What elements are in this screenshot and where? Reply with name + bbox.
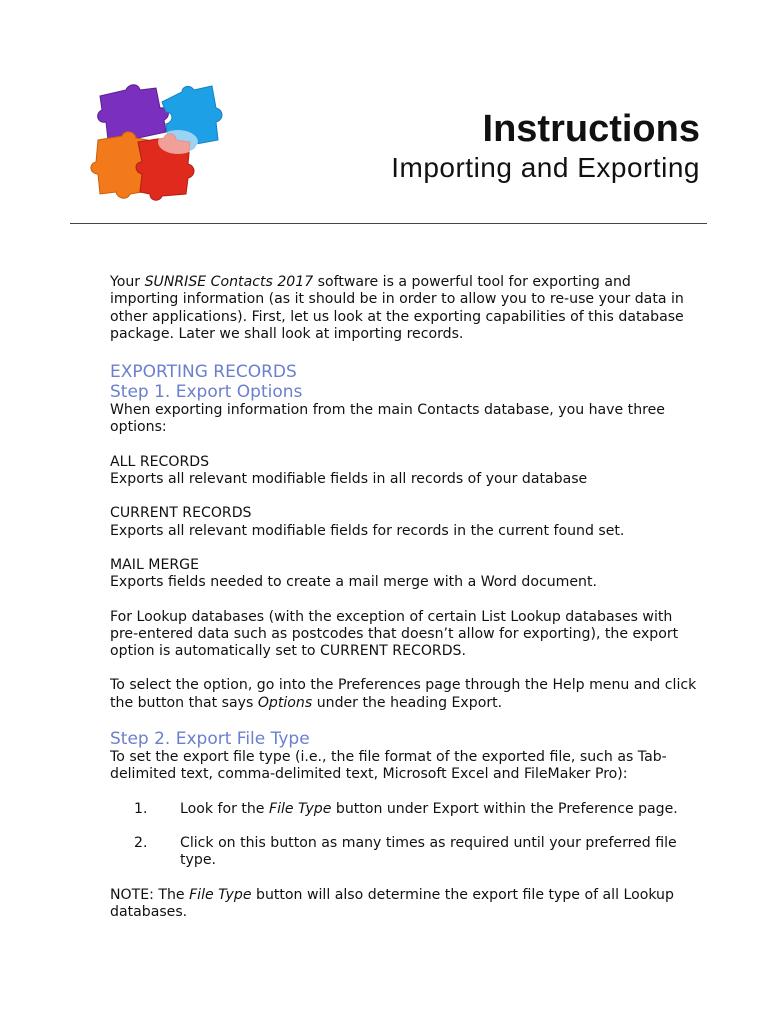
option-desc: Exports all relevant modifiable fields for records in the current found set.	[110, 522, 625, 539]
select-option-paragraph: To select the option, go into the Preferences page through the Help menu and click the button that says Options under the heading Export.	[110, 677, 697, 711]
intro-paragraph: Your SUNRISE Contacts 2017 software is a powerful tool for exporting and importing information (as it should be in order to allow you to re-use your data in other applications). First, let us look at the exporting capabilities of this database package. Later we shall look at importing records.	[110, 274, 684, 342]
list-item: 2. Click on this button as many times as required until your preferred file type.	[110, 835, 700, 870]
file-type-note: NOTE: The File Type button will also determine the export file type of all Lookup databases.	[110, 886, 674, 920]
page-subtitle: Importing and Exporting	[391, 152, 700, 183]
step1-heading: Step 1. Export Options	[110, 382, 303, 403]
lookup-note: For Lookup databases (with the exception of certain List Lookup databases with pre-entered data such as postcodes that doesn’t allow for exporting), the export option is automatically set to CURRENT RECORDS.	[110, 608, 679, 660]
exporting-heading: EXPORTING RECORDS	[110, 362, 297, 383]
option-name: CURRENT RECORDS	[110, 505, 252, 522]
option-name: MAIL MERGE	[110, 556, 199, 573]
step2-intro: To set the export file type (i.e., the file format of the exported file, such as Tab-delimited text, comma-delimited text, Microsoft Excel and FileMaker Pro):	[110, 749, 667, 783]
option-name: ALL RECORDS	[110, 453, 210, 470]
product-name: SUNRISE Contacts 2017	[144, 274, 314, 290]
header-divider	[70, 223, 707, 224]
option-desc: Exports fields needed to create a mail merge with a Word document.	[110, 574, 597, 591]
step2-heading: Step 2. Export File Type	[110, 729, 310, 750]
puzzle-logo	[78, 82, 228, 202]
list-item: 1. Look for the File Type button under Export within the Preference page.	[110, 801, 700, 818]
step1-intro: When exporting information from the main Contacts database, you have three options:	[110, 402, 665, 436]
option-desc: Exports all relevant modifiable fields in all records of your database	[110, 471, 588, 488]
list-number: 2.	[134, 834, 148, 851]
page-title: Instructions	[482, 108, 700, 150]
list-number: 1.	[134, 800, 148, 817]
document-body	[110, 274, 700, 921]
